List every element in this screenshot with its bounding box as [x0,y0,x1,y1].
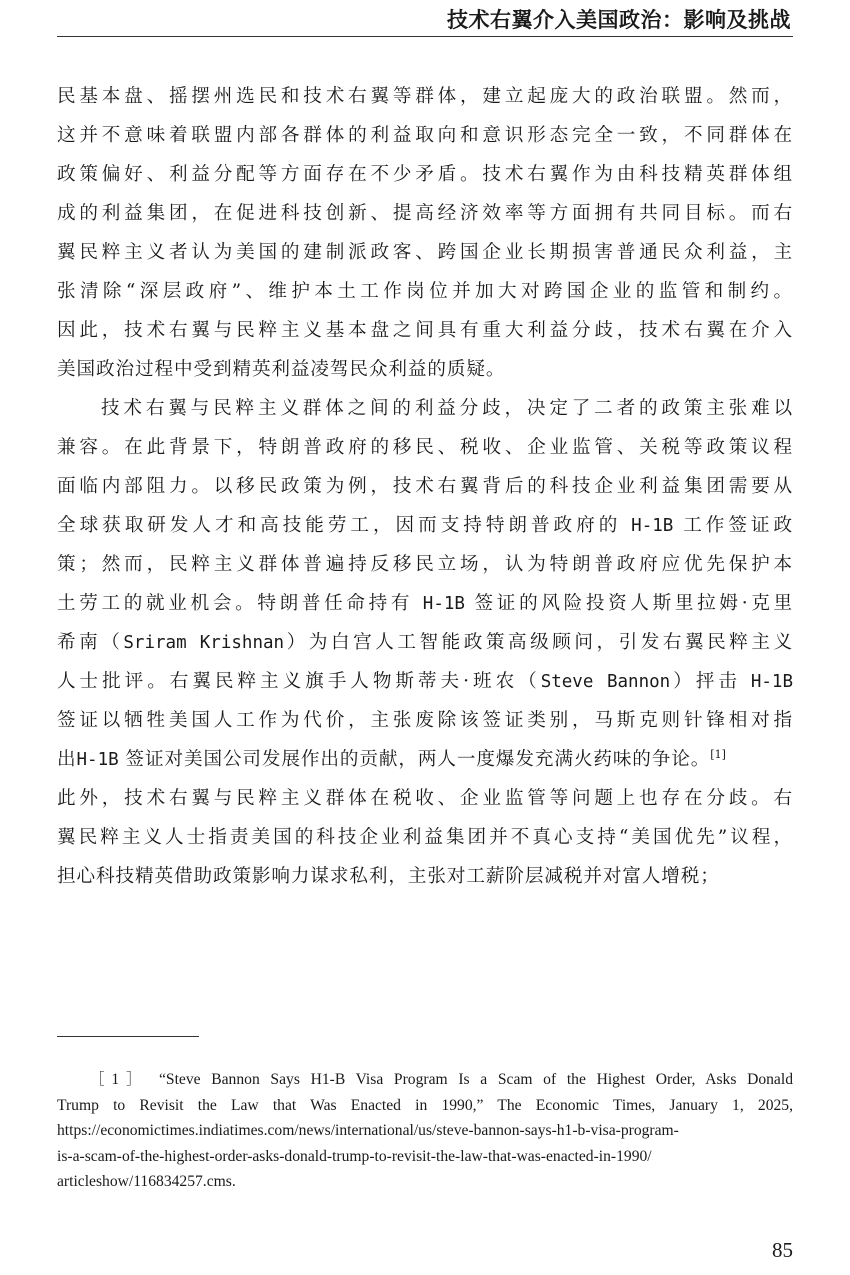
person-name: Sriram Krishnan [123,633,285,653]
paragraph-line: 策；然而，民粹主义群体普遍持反移民立场，认为特朗普政府应优先保护本 [57,554,793,575]
text-run: 工作签证政 [683,515,793,536]
footnote-url-line[interactable]: is-a-scam-of-the-highest-order-asks-donald-trump-to-revisit-the-law-that-was-enacted-in-1990/ [57,1147,652,1165]
paragraph-line: 成的利益集团，在促进科技创新、提高经济效率等方面拥有共同目标。而右 [57,203,793,224]
paragraph-line: 因此，技术右翼与民粹主义基本盘之间具有重大利益分歧，技术右翼在介入 [57,320,793,341]
paragraph-line: 兼容。在此背景下，特朗普政府的移民、税收、企业监管、关税等政策议程 [57,437,793,458]
visa-code: H-1B [422,594,465,614]
text-run: 希南（ [57,632,124,653]
paragraph-line: 美国政治过程中受到精英利益凌驾民众利益的质疑。 [57,359,506,380]
footnote-url-line[interactable]: https://economictimes.indiatimes.com/news/international/us/steve-bannon-says-h1-b-visa-program- [57,1122,679,1140]
paragraph-line: 面临内部阻力。以移民政策为例，技术右翼背后的科技企业利益集团需要从 [57,476,793,497]
text-run: 签证的风险投资人斯里拉姆·克里 [474,593,794,614]
visa-code: H-1B [76,750,119,770]
text-run: 出 [57,749,77,770]
text-run: ）为白宫人工智能政策高级顾问，引发右翼民粹主义 [284,632,794,653]
text-run: 签证对美国公司发展作出的贡献，两人一度爆发充满火药味的争论。 [125,749,711,770]
paragraph-line [57,662,793,701]
text-run: 全球获取研发人才和高技能劳工，因而支持特朗普政府的 [57,515,622,536]
paragraph-line [57,584,793,623]
paragraph-line: 翼民粹主义人士指责美国的科技企业利益集团并不真心支持“美国优先”议程， [57,827,793,848]
person-name: Steve Bannon [540,672,671,692]
paragraph-line: 民基本盘、摇摆州选民和技术右翼等群体，建立起庞大的政治联盟。然而， [57,86,793,107]
paragraph-line: 担心科技精英借助政策影响力谋求私利，主张对工薪阶层减税并对富人增税； [57,866,720,887]
visa-code: H-1B [750,672,794,692]
paragraph-line: 政策偏好、利益分配等方面存在不少矛盾。技术右翼作为由科技精英群体组 [57,164,793,185]
paragraph-line: 张清除“深层政府”、维护本土工作岗位并加大对跨国企业的监管和制约。 [57,281,793,302]
paragraph-line [57,623,793,662]
running-header [57,0,793,37]
footnote-line: ［1］ “Steve Bannon Says H1-B Visa Program Is a Scam of the Highest Order, Asks Donald [89,1071,793,1088]
paragraph-line: 此外，技术右翼与民粹主义群体在税收、企业监管等问题上也存在分歧。右 [57,788,793,809]
text-run: 人士批评。右翼民粹主义旗手人物斯蒂夫·班农（ [57,671,541,692]
paragraph-line [57,740,793,779]
paragraph-line: 技术右翼与民粹主义群体之间的利益分歧，决定了二者的政策主张难以 [101,398,793,419]
paragraph-line: 签证以牺牲美国人工作为代价，主张废除该签证类别，马斯克则针锋相对指 [57,710,793,731]
footnote-reference[interactable]: [1] [710,747,726,761]
text-run: ）抨击 [670,671,741,692]
footnote-divider [57,1036,199,1037]
footnote-url-line[interactable]: articleshow/116834257.cms. [57,1173,236,1191]
paragraph-line: 这并不意味着联盟内部各群体的利益取向和意识形态完全一致，不同群体在 [57,125,793,146]
page-number: 85 [772,1238,793,1262]
visa-code: H-1B [631,516,674,536]
footnote-line: Trump to Revisit the Law that Was Enacted in 1990,” The Economic Times, January 1, 2025, [57,1096,793,1114]
text-run: 土劳工的就业机会。特朗普任命持有 [57,593,414,614]
footnote [57,1067,793,1195]
body-text [57,77,793,896]
running-title: 技术右翼介入美国政治：影响及挑战 [447,8,791,32]
paragraph-line [57,506,793,545]
paragraph-line: 翼民粹主义者认为美国的建制派政客、跨国企业长期损害普通民众利益，主 [57,242,793,263]
